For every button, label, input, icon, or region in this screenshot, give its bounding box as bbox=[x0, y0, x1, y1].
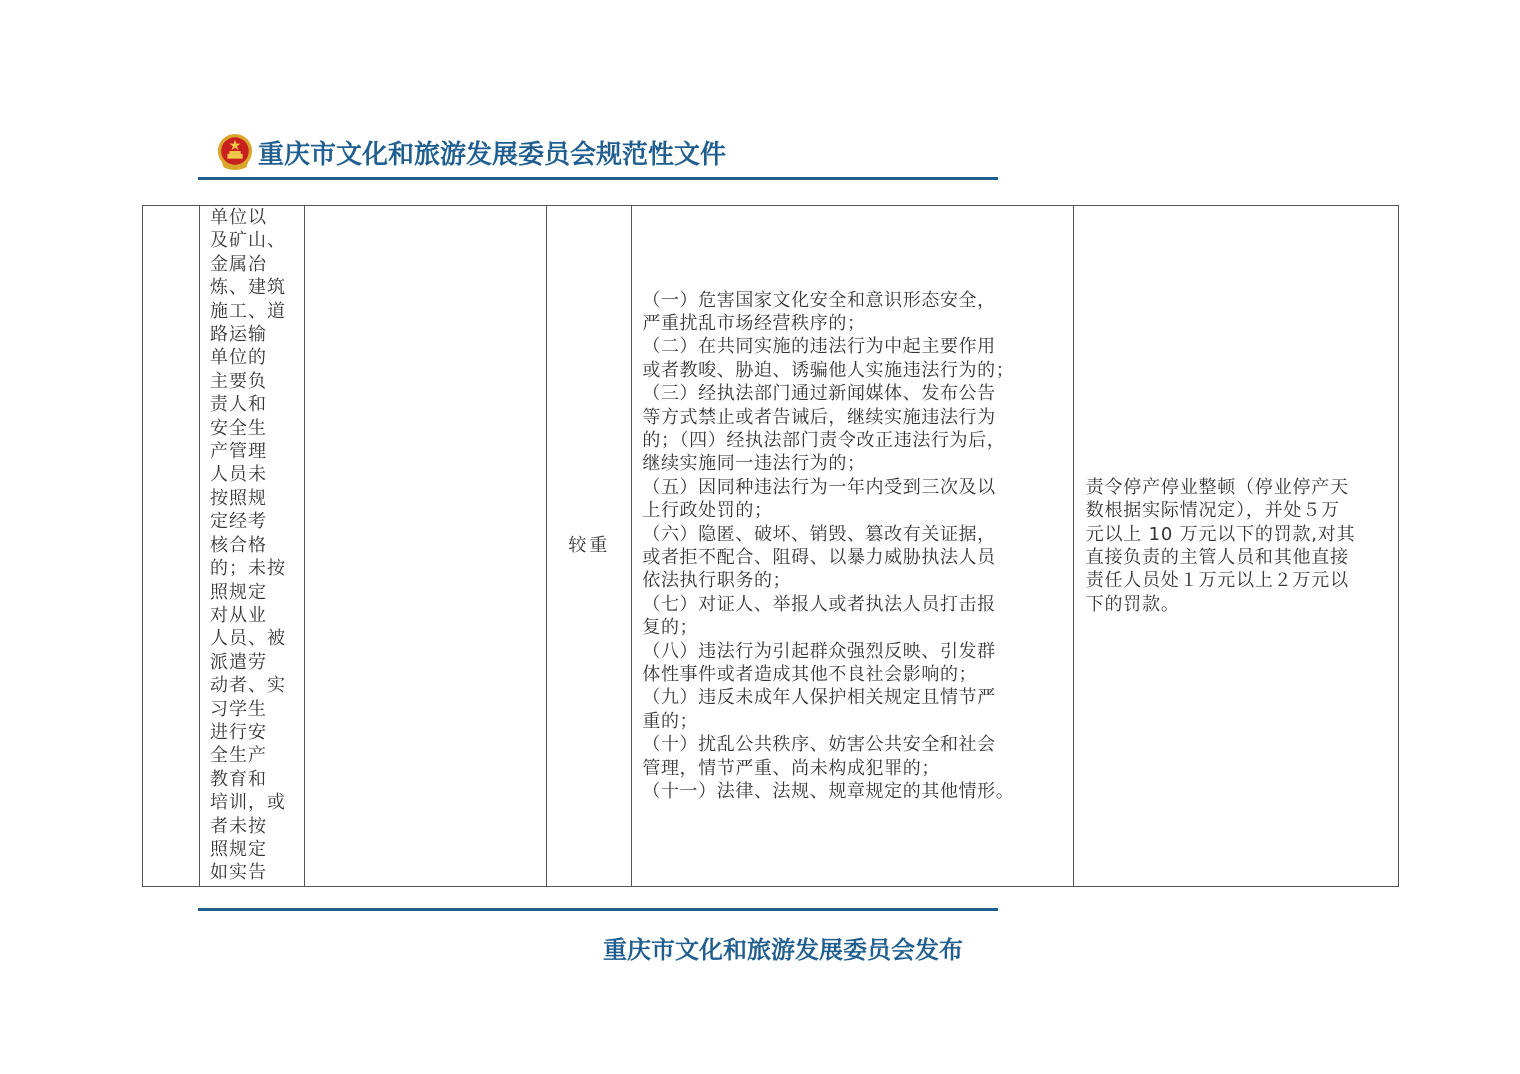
penalty-line: 数根据实际情况定），并处５万 bbox=[1085, 500, 1340, 522]
circumstance-line: （八）违法行为引起群众强烈反映、引发群 bbox=[642, 640, 996, 662]
header-title: 重庆市文化和旅游发展委员会规范性文件 bbox=[258, 139, 727, 170]
legal-basis-cell bbox=[305, 206, 547, 887]
illegal-behavior-text: 单位以 及矿山、 金属冶 炼、建筑 施工、道 路运输 单位的 主要负 责人和 安全生 产管理 人员未 按照规 定经考 核合格 的；未按 照规定 对从业 人员、被 派遣劳 动者、实 习学生 进行安 全生产 教育和 培训，或 者未按 照规定 如实告 bbox=[210, 207, 287, 884]
header-divider bbox=[198, 177, 998, 180]
circumstances-cell bbox=[632, 206, 1073, 887]
circumstance-line: 管理，情节严重、尚未构成犯罪的； bbox=[642, 757, 940, 779]
illegal-behavior-cell bbox=[200, 206, 305, 887]
table-row bbox=[143, 206, 1399, 887]
circumstance-line: （十）扰乱公共秩序、妨害公共安全和社会 bbox=[642, 734, 996, 756]
national-emblem-icon bbox=[216, 132, 254, 172]
circumstance-line: 上行政处罚的； bbox=[642, 500, 773, 522]
circumstance-line: 的；（四）经执法部门责令改正违法行为后， bbox=[642, 429, 1006, 451]
circumstance-line: （十一）法律、法规、规章规定的其他情形。 bbox=[642, 781, 1015, 803]
violation-level-cell: 较重 bbox=[547, 206, 632, 887]
penalty-line: 责任人员处１万元以上２万元以 bbox=[1085, 570, 1349, 592]
circumstance-line: 等方式禁止或者告诫后，继续实施违法行为 bbox=[642, 406, 996, 428]
circumstance-line: （一）危害国家文化安全和意识形态安全， bbox=[642, 289, 996, 311]
circumstance-line: 复的； bbox=[642, 617, 699, 639]
circumstance-line: （三）经执法部门通过新闻媒体、发布公告 bbox=[642, 383, 996, 405]
penalty-cell bbox=[1073, 206, 1398, 887]
circumstances-list bbox=[642, 289, 1066, 804]
circumstance-line: 体性事件或者造成其他不良社会影响的； bbox=[642, 664, 978, 686]
footer-publisher: 重庆市文化和旅游发展委员会发布 bbox=[603, 935, 963, 964]
circumstance-line: 或者教唆、胁迫、诱骗他人实施违法行为的； bbox=[642, 359, 1015, 381]
penalty-line: 下的罚款。 bbox=[1085, 593, 1180, 615]
circumstance-line: （六）隐匿、破坏、销毁、篡改有关证据， bbox=[642, 523, 996, 545]
penalty-line: 直接负责的主管人员和其他直接 bbox=[1085, 547, 1349, 568]
penalty-line: 责令停产停业整顿（停业停产天 bbox=[1085, 476, 1349, 498]
document-header bbox=[216, 130, 726, 174]
circumstance-line: （二）在共同实施的违法行为中起主要作用 bbox=[642, 336, 996, 358]
penalty-text bbox=[1086, 476, 1390, 616]
index-cell bbox=[143, 206, 200, 887]
circumstance-line: 依法执行职务的； bbox=[642, 570, 792, 592]
circumstance-line: 严重扰乱市场经营秩序的； bbox=[642, 312, 866, 334]
circumstance-line: （七）对证人、举报人或者执法人员打击报 bbox=[642, 593, 996, 615]
circumstance-line: 继续实施同一违法行为的； bbox=[642, 453, 866, 475]
circumstance-line: （五）因同种违法行为一年内受到三次及以 bbox=[642, 476, 996, 498]
footer-divider bbox=[198, 908, 998, 911]
circumstance-line: 或者拒不配合、阻碍、以暴力威胁执法人员 bbox=[642, 547, 996, 568]
circumstance-line: 重的； bbox=[642, 710, 699, 732]
circumstance-line: （九）违反未成年人保护相关规定且情节严 bbox=[642, 687, 996, 709]
penalty-standard-table bbox=[142, 205, 1399, 887]
penalty-line: 元以上 10 万元以下的罚款,对其 bbox=[1085, 523, 1356, 545]
